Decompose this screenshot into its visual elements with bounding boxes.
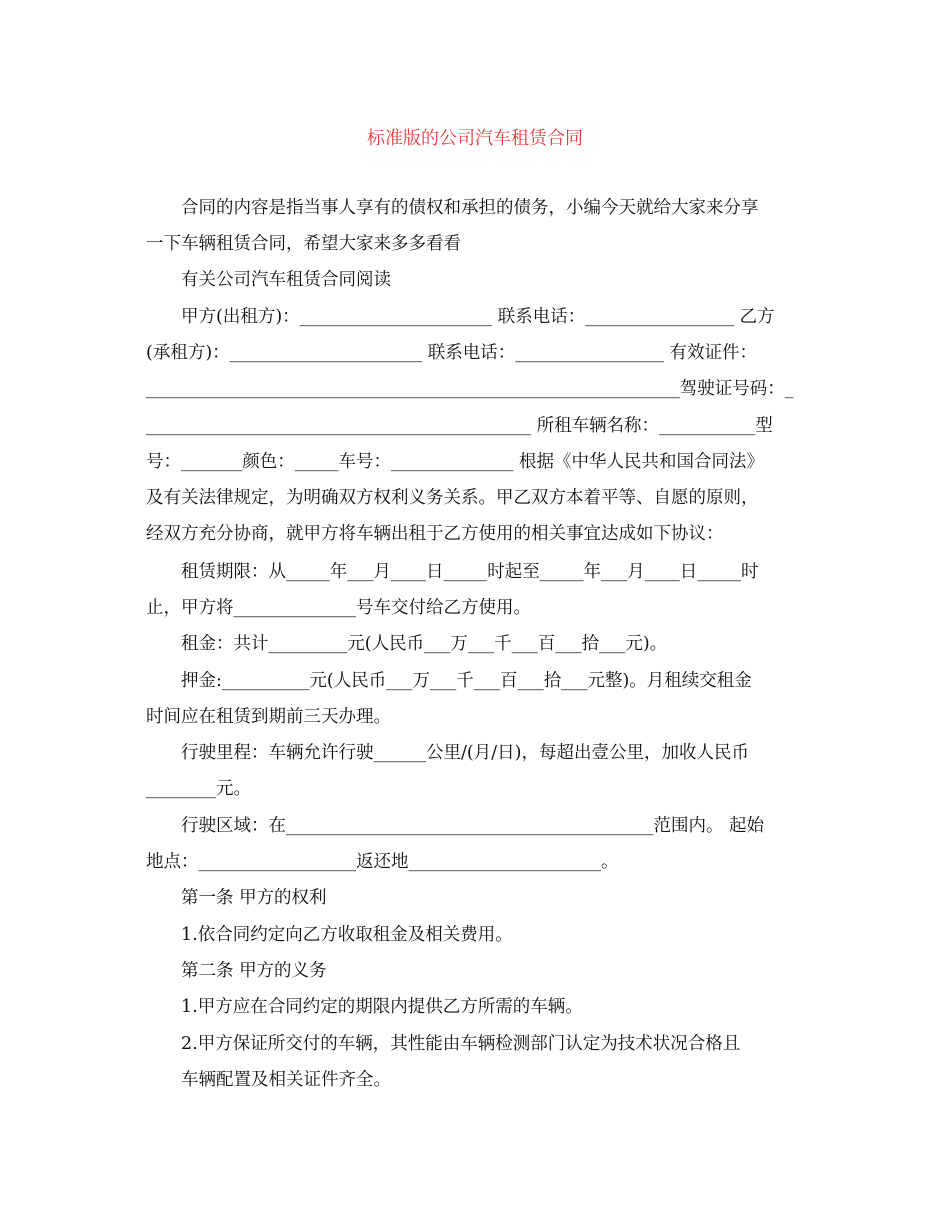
paragraph-line: 租金：共计_________元(人民币___万___千___百___拾___元)。 <box>181 634 668 654</box>
paragraph-line: 及有关法律规定，为明确双方权利义务关系。甲乙双方本着平等、自愿的原则， <box>146 488 759 508</box>
paragraph-line: 合同的内容是指当事人享有的债权和承担的债务，小编今天就给大家来分享 <box>181 198 759 218</box>
paragraph-line: 止，甲方将______________号车交付给乙方使用。 <box>146 598 531 618</box>
paragraph-line: 1.甲方应在合同约定的期限内提供乙方所需的车辆。 <box>181 997 583 1017</box>
paragraph-line: 时间应在租赁到期前三天办理。 <box>146 707 391 727</box>
paragraph-line: 一下车辆租赁合同，希望大家来多多看看 <box>146 234 461 254</box>
paragraph-line: 1.依合同约定向乙方收取租金及相关费用。 <box>181 925 513 945</box>
paragraph-line: 押金:__________元(人民币___万___千___百___拾___元整)。月租续交租金 <box>181 671 752 691</box>
paragraph-line: 地点：__________________返还地______________________。 <box>146 852 619 872</box>
paragraph-line: 经双方充分协商，就甲方将车辆出租于乙方使用的相关事宜达成如下协议： <box>146 524 724 544</box>
paragraph-line: (承租方)：______________________ 联系电话：_________________ 有效证件： <box>146 343 758 363</box>
paragraph-line: ____________________________________________ 所租车辆名称：___________型 <box>146 416 773 436</box>
section-heading: 第一条 甲方的权利 <box>181 888 327 908</box>
document-title: 标准版的公司汽车租赁合同 <box>367 128 583 149</box>
paragraph-line: 2.甲方保证所交付的车辆，其性能由车辆检测部门认定为技术状况合格且 <box>181 1034 741 1054</box>
paragraph-line: 租赁期限：从_____年___月____日_____时起至_____年___月____日_____时 <box>181 562 759 582</box>
paragraph-line: 车辆配置及相关证件齐全。 <box>181 1070 391 1090</box>
paragraph-line: 有关公司汽车租赁合同阅读 <box>181 270 391 290</box>
paragraph-line: 甲方(出租方)：______________________ 联系电话：_________________ 乙方 <box>181 307 775 327</box>
paragraph-line: 行驶里程：车辆允许行驶______公里/(月/日)，每超出壹公里，加收人民币 <box>181 743 749 763</box>
paragraph-line: 号：_______颜色：_____车号：______________ 根据《中华人民共和国合同法》 <box>146 452 765 472</box>
section-heading: 第二条 甲方的义务 <box>181 961 327 981</box>
paragraph-line: _____________________________________________________________驾驶证号码：_ <box>146 379 794 399</box>
paragraph-line: 行驶区域：在__________________________________________范围内。 起始 <box>181 816 765 836</box>
paragraph-line: ________元。 <box>146 779 251 799</box>
